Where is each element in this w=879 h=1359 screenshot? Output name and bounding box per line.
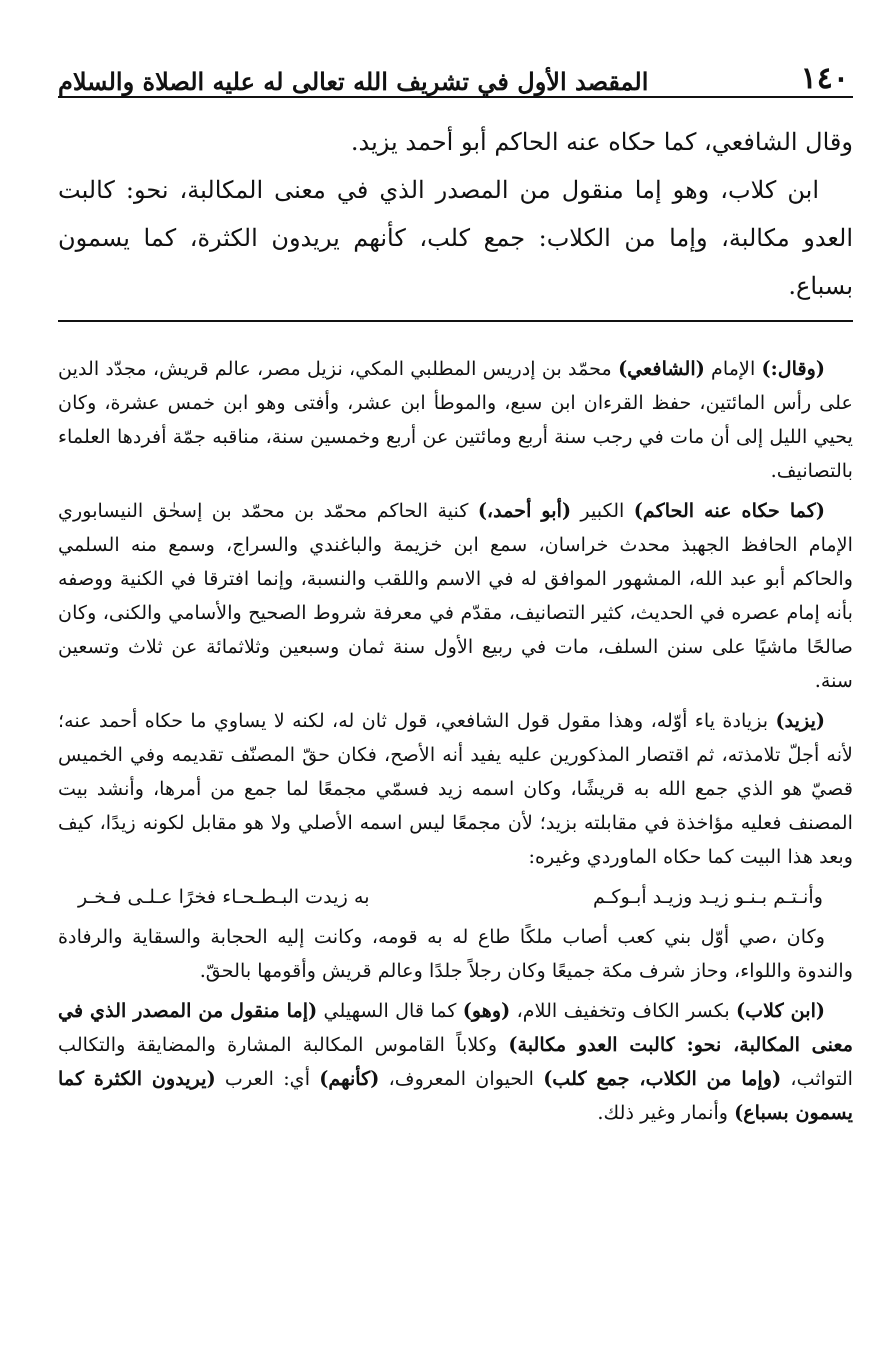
commentary-paragraph <box>58 352 853 488</box>
lemma: (وقال:) <box>761 357 826 380</box>
commentary <box>58 352 853 1136</box>
commentary-paragraph <box>58 494 853 698</box>
commentary-text: كما قال السهيلي <box>317 999 463 1022</box>
commentary-text: وكلاباً القاموس المكالبة المشارة والمضايقة والتكالب التواثب، <box>58 1033 854 1090</box>
commentary-paragraph <box>58 994 853 1130</box>
lemma: (وإما من الكلاب، جمع كلب) <box>543 1067 782 1090</box>
lemma: (أبو أحمد،) <box>477 499 572 522</box>
commentary-paragraph <box>58 704 853 874</box>
lemma: (كما حكاه عنه الحاكم) <box>633 499 825 522</box>
lemma: (الشافعي) <box>618 357 705 380</box>
lemma: (إما منقول من المصدر الذي في معنى المكالبة، نحو: كالبت العدو مكالبة) <box>58 999 853 1056</box>
commentary-text: أي: العرب <box>215 1067 320 1090</box>
main-paragraph: ابن كلاب، وهو إما منقول من المصدر الذي في معنى المكالبة، نحو: كالبت العدو مكالبة، وإما من الكلاب: جمع كلب، كأنهم يريدون الكثرة، كما يسمون بسباع. <box>58 176 853 300</box>
lemma: (وهو) <box>462 999 511 1022</box>
running-title: المقصد الأول في تشريف الله تعالى له عليه الصلاة والسلام <box>58 67 649 96</box>
lemma: (يريدون الكثرة كما يسمون بسباع) <box>58 1067 853 1124</box>
main-text <box>58 118 853 310</box>
header-divider <box>58 96 853 98</box>
lemma: (كأنهم) <box>319 1067 380 1090</box>
commentary-divider <box>58 320 853 322</box>
commentary-paragraph: وكان ،صي أوّل بني كعب أصاب ملكًا طاع له به قومه، وكانت إليه الحجابة والسقاية والرفادة والندوة واللواء، وحاز شرف مكة جميعًا وكان رجلاً جلدًا وعالم قريش وأقومها بالحقّ. <box>58 925 853 982</box>
lemma: (يزيد) <box>775 709 825 732</box>
commentary-text: الكبير <box>571 499 634 522</box>
page-header <box>58 50 849 94</box>
commentary-text: الإمام <box>704 357 762 380</box>
commentary-text: بزيادة ياء أوّله، وهذا مقول قول الشافعي، قول ثان له، لكنه لا يساوي ما حكاه أحمد عنه؛ لأنه أجلّ تلامذته، ثم اقتصار المذكورين عليه يفيد أنه الأصح، فكان حقّ المصنّف تقديمه وفي الخميس قصيّ هو الذي جمع الله به قريشًا، وكان اسمه زيد فسمّي مجمعًا لما جمع من أمرها، وأنشد بيت المصنف فعليه مؤاخذة في مقابلته بزيد؛ لأن مجمعًا ليس اسمه الأصلي ولا هو مقابل لكونه زيدًا، كيف وبعد هذا البيت كما حكاه الماوردي وغيره: <box>58 709 853 868</box>
verse-second-hemistich: به زيدت البـطـحـاء فخرًا عـلـى فـخـر <box>78 885 370 908</box>
poetry-verse <box>58 880 853 914</box>
commentary-text: كنية الحاكم محمّد بن محمّد بن إسحٰق النيسابوري الإمام الحافظ الجهبذ محدث خراسان، سمع ابن خزيمة والباغندي والسراج، وسمع منه السلمي والحاكم أبو عبد الله، المشهور الموافق له في الاسم واللقب والنسبة، وإنما افترقا في الكنية ووصفه بأنه إمام عصره في الحديث، كثير التصانيف، مقدّم في معرفة شروط الصحيح والأسامي والكنى، وكان صالحًا ماشيًا على سنن السلف، مات في ربيع الأول سنة ثمان وسبعين وثلاثمائة عن ثلاث وتسعين سنة. <box>58 499 853 692</box>
page-number: ١٤٠ <box>800 61 849 96</box>
main-paragraph: وقال الشافعي، كما حكاه عنه الحاكم أبو أحمد يزيد. <box>350 128 853 156</box>
verse-first-hemistich: وأنـتـم بـنـو زيـد وزيـد أبـوكـم <box>592 885 823 908</box>
commentary-text: بكسر الكاف وتخفيف اللام، <box>510 999 737 1022</box>
commentary-text: الحيوان المعروف، <box>379 1067 544 1090</box>
commentary-text: محمّد بن إدريس المطلبي المكي، نزيل مصر، عالم قريش، مجدّد الدين على رأس المائتين، حفظ القرءان ابن سبع، والموطأ ابن عشر، وأفتى وهو ابن خمس عشرة، وكان يحيي الليل إلى أن مات في رجب سنة أربع ومائتين عن أربع وخمسين سنة، مناقبه جمّة أفردها العلماء بالتصانيف. <box>58 357 853 482</box>
commentary-text: وأنمار وغير ذلك. <box>597 1101 735 1124</box>
lemma: (ابن كلاب) <box>736 999 826 1022</box>
